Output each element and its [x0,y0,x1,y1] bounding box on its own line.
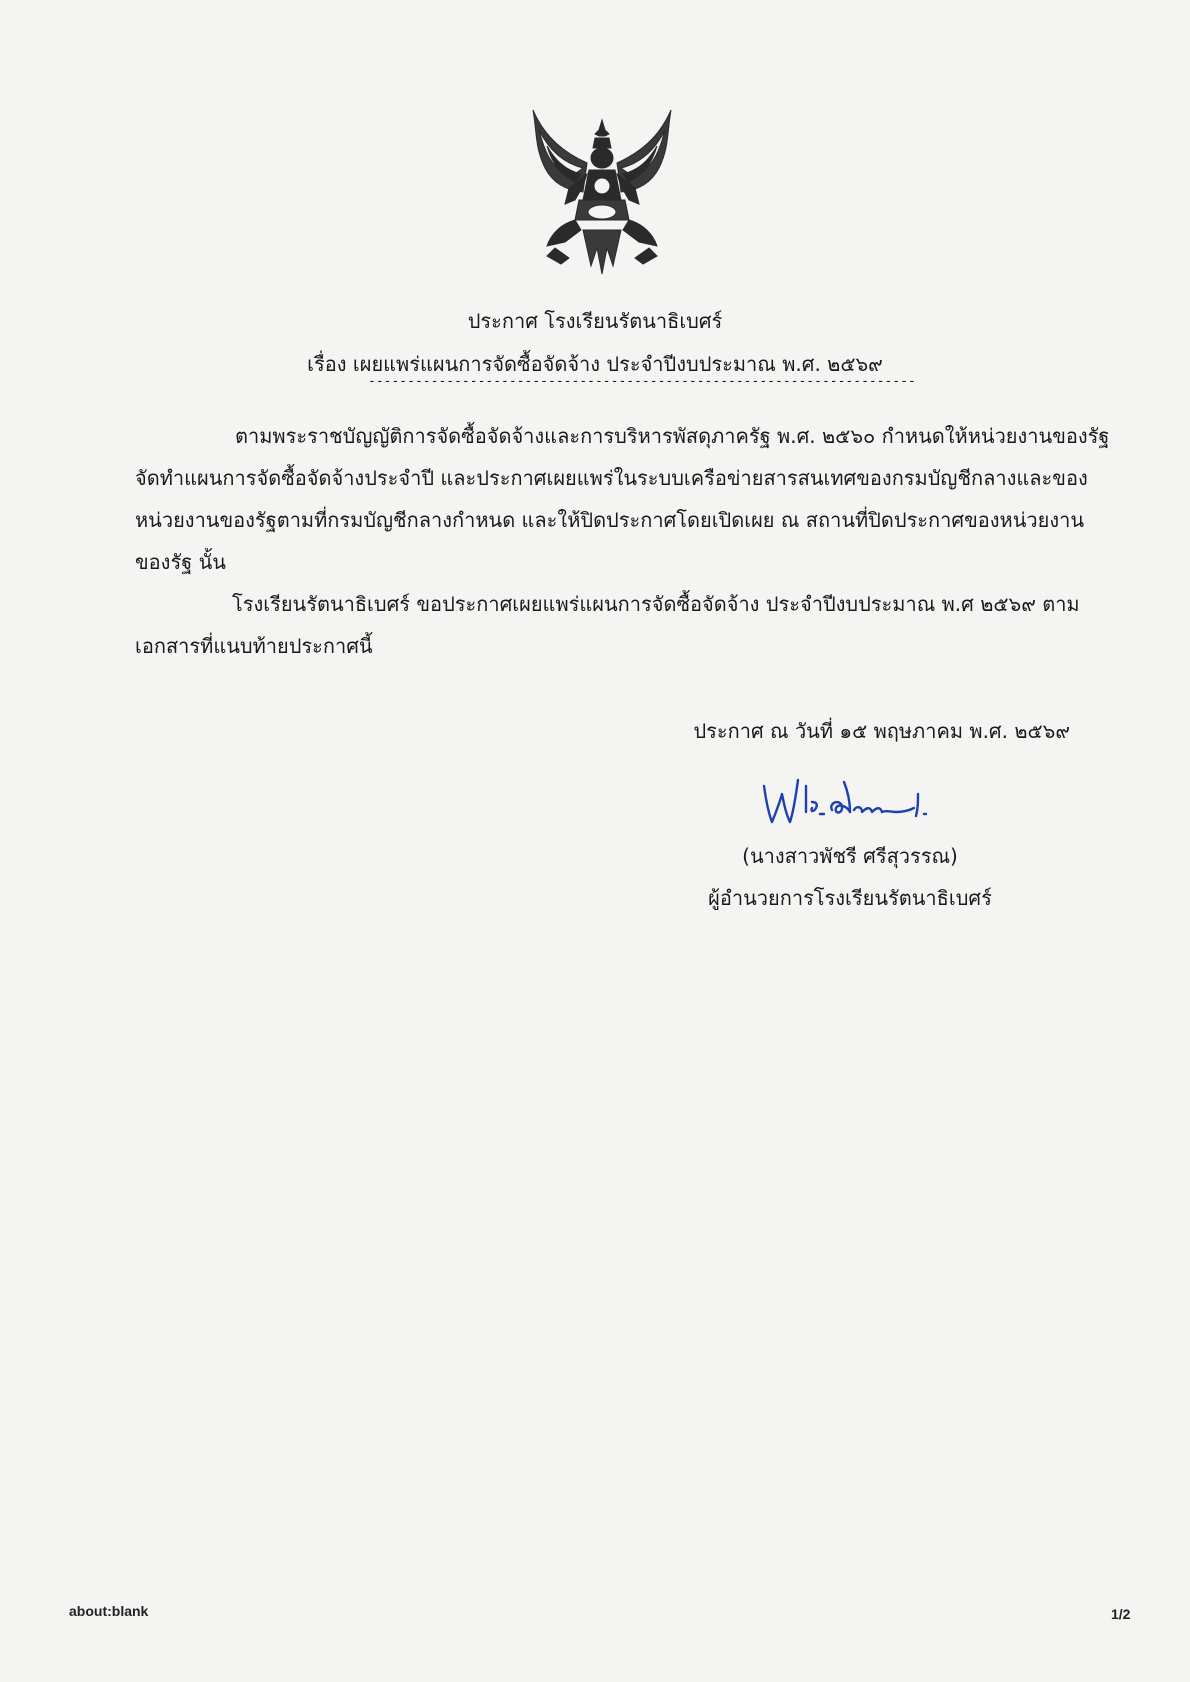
paragraph1-line: จัดทำแผนการจัดซื้อจัดจ้างประจำปี และประกาศเผยแพร่ในระบบเครือข่ายสารสนเทศของกรมบัญชีกลางและของ [135,466,1088,490]
paragraph2-line: เอกสารที่แนบท้ายประกาศนี้ [135,634,373,658]
footer-url: about:blank [69,1603,149,1619]
announcement-title: ประกาศ โรงเรียนรัตนาธิเบศร์ [467,309,723,333]
garuda-emblem-icon [525,108,680,276]
announcement-date: ประกาศ ณ วันที่ ๑๕ พฤษภาคม พ.ศ. ๒๕๖๙ [693,719,1070,743]
signer-position: ผู้อำนวยการโรงเรียนรัตนาธิเบศร์ [708,886,992,910]
title-separator: ---------------------------------------------------------------------- [368,374,916,389]
page-number: 1/2 [1111,1606,1131,1622]
paragraph1-line: ตามพระราชบัญญัติการจัดซื้อจัดจ้างและการบริหารพัสดุภาครัฐ พ.ศ. ๒๕๖๐ กำหนดให้หน่วยงานของรัฐ [235,424,1110,448]
announcement-subject: เรื่อง เผยแพร่แผนการจัดซื้อจัดจ้าง ประจำปีงบประมาณ พ.ศ. ๒๕๖๙ [307,352,883,376]
paragraph1-line: ของรัฐ นั้น [135,550,226,574]
signer-name: (นางสาวพัชรี ศรีสุวรรณ) [742,844,958,868]
paragraph1-line: หน่วยงานของรัฐตามที่กรมบัญชีกลางกำหนด และให้ปิดประกาศโดยเปิดเผย ณ สถานที่ปิดประกาศของหน่วยงาน [135,508,1085,532]
paragraph2-line: โรงเรียนรัตนาธิเบศร์ ขอประกาศเผยแพร่แผนการจัดซื้อจัดจ้าง ประจำปีงบประมาณ พ.ศ ๒๕๖๙ ตาม [232,592,1080,616]
handwritten-signature [758,772,958,830]
